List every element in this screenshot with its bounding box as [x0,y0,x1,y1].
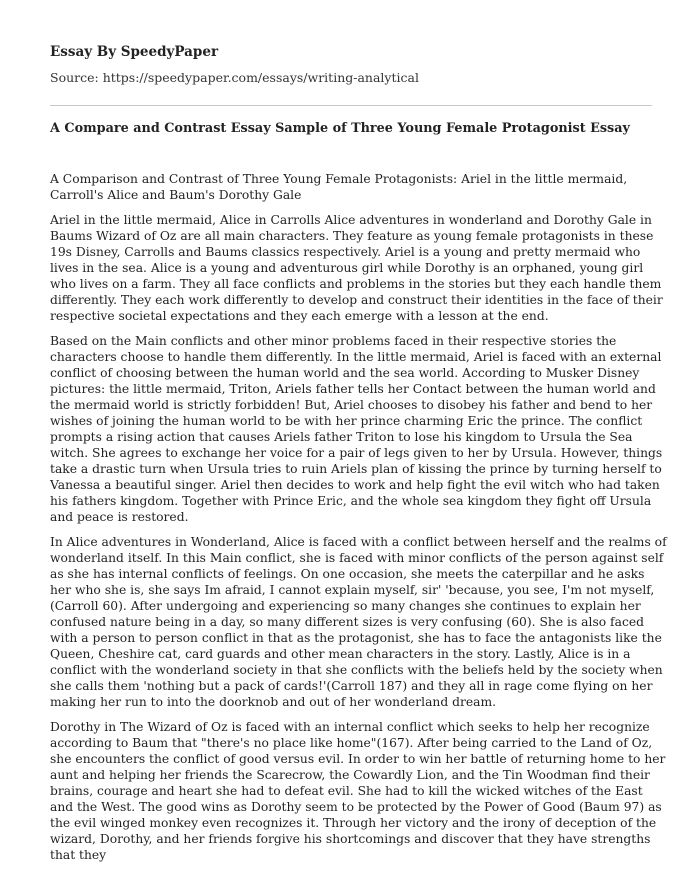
essay-title: A Compare and Contrast Essay Sample of Three Young Female Protagonist Essay [50,121,630,136]
essay-paragraph: Dorothy in The Wizard of Oz is faced with an internal conflict which seeks to help her recognize according to Baum that "there's no place like home"(167). After being carried to the Land of Oz, she encounters the conflict of good versus evil. In order to win her battle of returning home to her aunt and helping her friends the Scarecrow, the Cowardly Lion, and the Tin Woodman find their brains, courage and heart she had to defeat evil. She had to kill the wicked witches of the East and the West. The good wins as Dorothy seem to be protected by the Power of Good (Baum 97) as the evil winged monkey even recognizes it. Through her victory and the irony of deception of the wizard, Dorothy, and her friends forgive his shortcomings and discover that they have strengths that they [50,720,666,862]
header-divider [50,105,652,106]
essay-paragraph: In Alice adventures in Wonderland, Alice is faced with a conflict between herself and the realms of wonderland itself. In this Main conflict, she is faced with minor conflicts of the person against self as she has internal conflicts of feelings. On one occasion, she meets the caterpillar and he asks her who she is, she says Im afraid, I cannot explain myself, sir' 'because, you see, I'm not myself, (Carroll 60). After undergoing and experiencing so many changes she continues to explain her confused nature being in a day, so many different sizes is very confusing (60). She is also faced with a person to person conflict in that as the protagonist, she has to face the antagonists like the Queen, Cheshire cat, card guards and other mean characters in the story. Lastly, Alice is in a conflict with the wonderland society in that she conflicts with the beliefs held by the society when she calls them 'nothing but a pack of cards!'(Carroll 187) and they all in rage come flying on her making her run to into the doorknob and out of her wonderland dream. [50,535,667,709]
header-source: Source: https://speedypaper.com/essays/writing-analytical [50,70,419,85]
essay-paragraph: Based on the Main conflicts and other minor problems faced in their respective stories the characters choose to handle them differently. In the little mermaid, Ariel is faced with an external conflict of choosing between the human world and the sea world. According to Musker Disney pictures: the little mermaid, Triton, Ariels father tells her Contact between the human world and the mermaid world is strictly forbidden! But, Ariel chooses to disobey his father and bend to her wishes of joining the human world to be with her prince charming Eric the prince. The conflict prompts a rising action that causes Ariels father Triton to lose his kingdom to Ursula the Sea witch. She agrees to exchange her voice for a pair of legs given to her by Ursula. However, things take a drastic turn when Ursula tries to ruin Ariels plan of kissing the prince by turning herself to Vanessa a beautiful singer. Ariel then decides to work and help fight the evil witch who had taken his fathers kingdom. Together with Prince Eric, and the whole sea kingdom they fight off Ursula and peace is restored. [50,334,663,524]
essay-paragraph: Ariel in the little mermaid, Alice in Carrolls Alice adventures in wonderland and Dorothy Gale in Baums Wizard of Oz are all main characters. They feature as young female protagonists in these 19s Disney, Carrolls and Baums classics respectively. Ariel is a young and pretty mermaid who lives in the sea. Alice is a young and adventurous girl while Dorothy is an orphaned, young girl who lives on a farm. They all face conflicts and problems in the stories but they each handle them differently. They each work differently to develop and construct their identities in the face of their respective societal expectations and they each emerge with a lesson at the end. [50,213,663,323]
essay-body [50,171,668,872]
essay-paragraph: A Comparison and Contrast of Three Young Female Protagonists: Ariel in the little mermaid, Carroll's Alice and Baum's Dorothy Gale [50,172,628,202]
header-title: Essay By SpeedyPaper [50,44,219,60]
